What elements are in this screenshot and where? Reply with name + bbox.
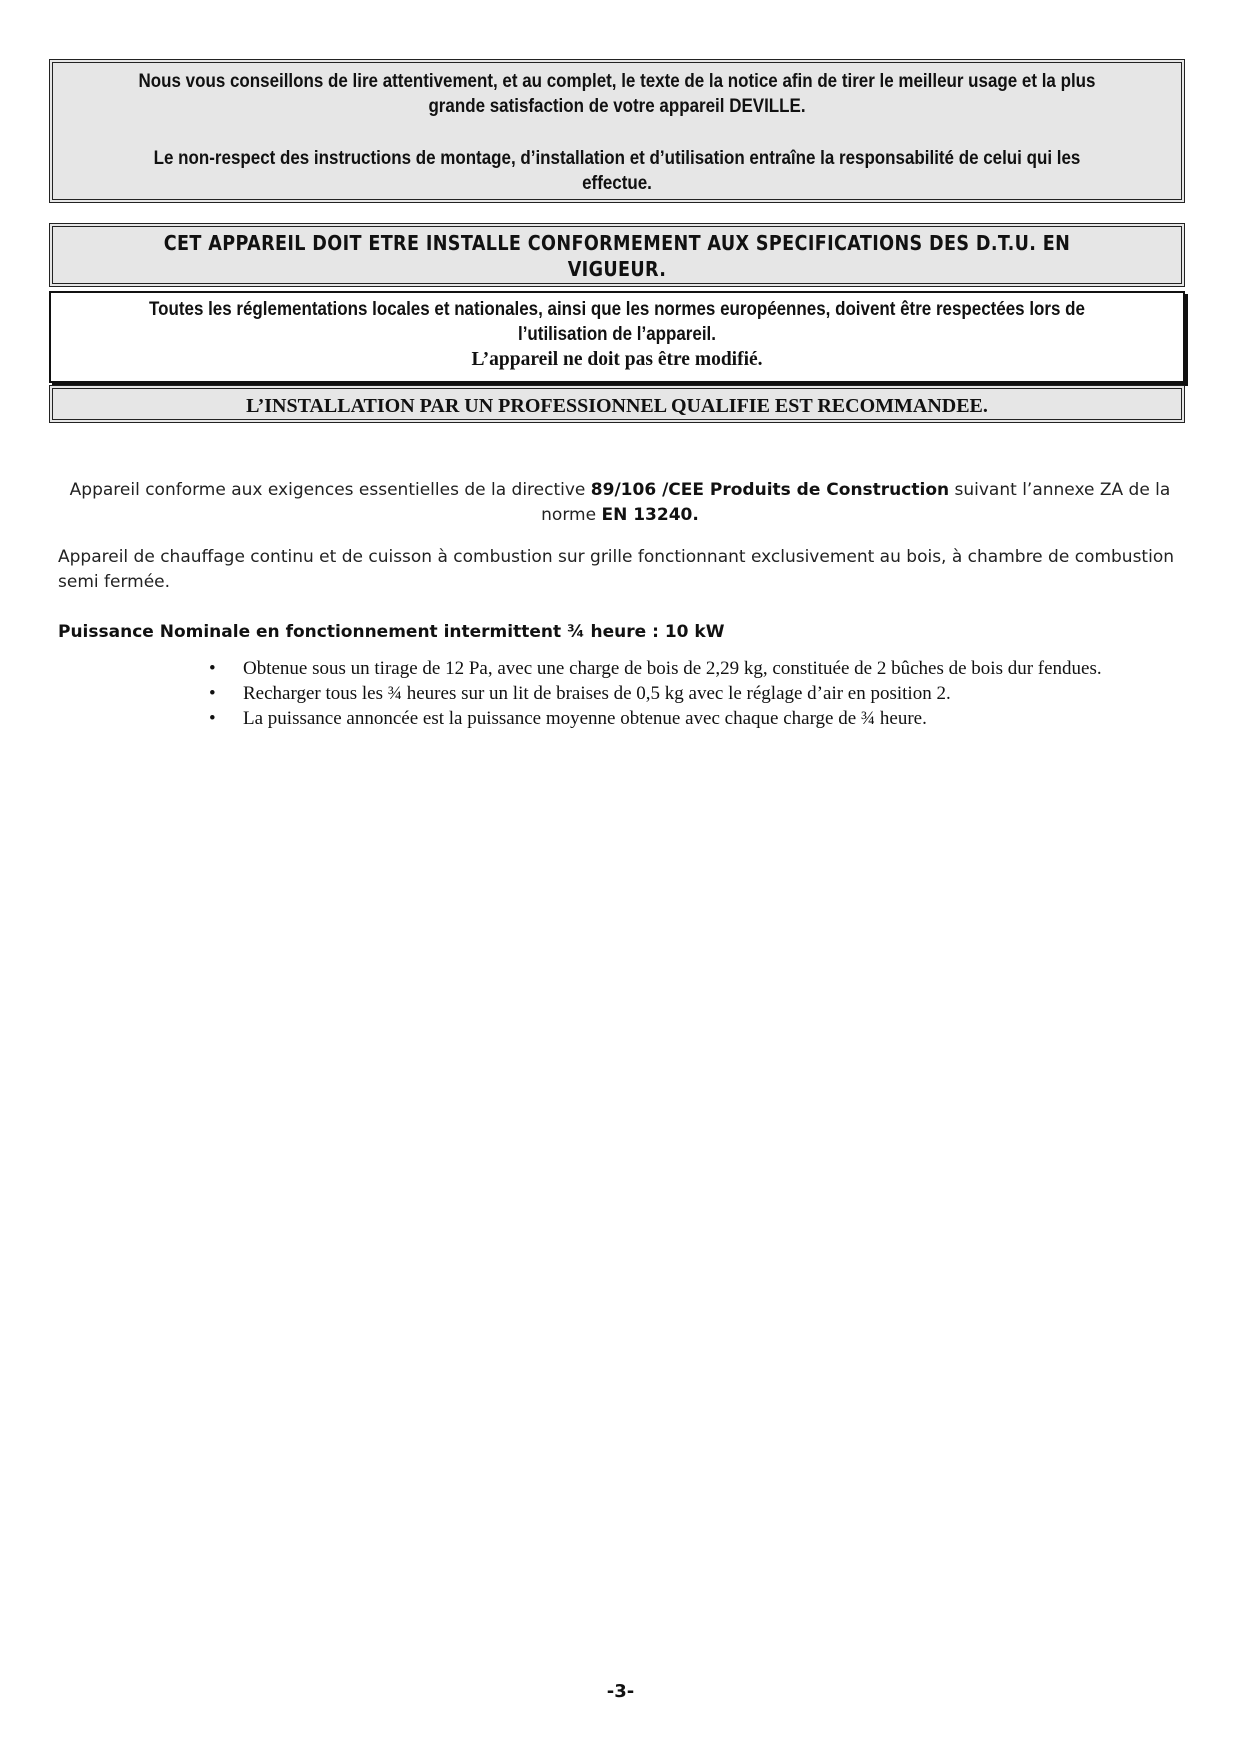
appliance-description: Appareil de chauffage continu et de cuisson à combustion sur grille fonctionnant exclusivement au bois, à chambre de combustion semi fermée.: [58, 547, 1174, 592]
dtu-box: [49, 223, 1185, 287]
list-item: • Obtenue sous un tirage de 12 Pa, avec une charge de bois de 2,29 kg, constituée de 2 bûches de bois dur fendues.: [209, 658, 1102, 679]
conformity-prefix: Appareil conforme aux exigences essentielles de la directive: [69, 480, 591, 500]
directive-reference: 89/106 /CEE Produits de Construction: [590, 480, 950, 500]
bullet-icon: •: [209, 683, 216, 704]
page-number: -3-: [606, 1681, 635, 1702]
norm-reference: EN 13240.: [601, 505, 699, 525]
installation-text: L’INSTALLATION PAR UN PROFESSIONNEL QUALIFIE EST RECOMMANDEE.: [246, 395, 988, 417]
bullet-icon: •: [209, 708, 216, 729]
conformity-paragraph: [60, 478, 1180, 528]
reading-advice-box: [49, 59, 1185, 203]
power-heading: Puissance Nominale en fonctionnement intermittent ¾ heure : 10 kW: [58, 622, 725, 642]
reading-advice-text: Nous vous conseillons de lire attentivement, et au complet, le texte de la notice afin de tirer le meilleur usage et la plus grande satisfaction de votre appareil DEVILLE.: [138, 70, 1096, 117]
bullet-icon: •: [209, 658, 216, 679]
dtu-text: CET APPAREIL DOIT ETRE INSTALLE CONFORMEMENT AUX SPECIFICATIONS DES D.T.U. EN VIGUEUR.: [163, 231, 1071, 281]
liability-text: Le non-respect des instructions de montage, d’installation et d’utilisation entraîne la responsabilité de celui qui les effectue.: [153, 147, 1081, 194]
power-details-list: [200, 656, 1178, 731]
regulations-text: Toutes les réglementations locales et nationales, ainsi que les normes européennes, doivent être respectées lors de l’utilisation de l’appareil.: [149, 298, 1085, 345]
conformity-middle: suivant l’annexe ZA de la norme: [541, 480, 1171, 525]
no-modification-text: L’appareil ne doit pas être modifié.: [471, 349, 763, 370]
regulations-box: [49, 291, 1185, 383]
list-item: • La puissance annoncée est la puissance moyenne obtenue avec chaque charge de ¾ heure.: [209, 708, 927, 729]
installation-box: [49, 385, 1185, 423]
list-item: • Recharger tous les ¾ heures sur un lit de braises de 0,5 kg avec le réglage d’air en position 2.: [209, 683, 951, 704]
